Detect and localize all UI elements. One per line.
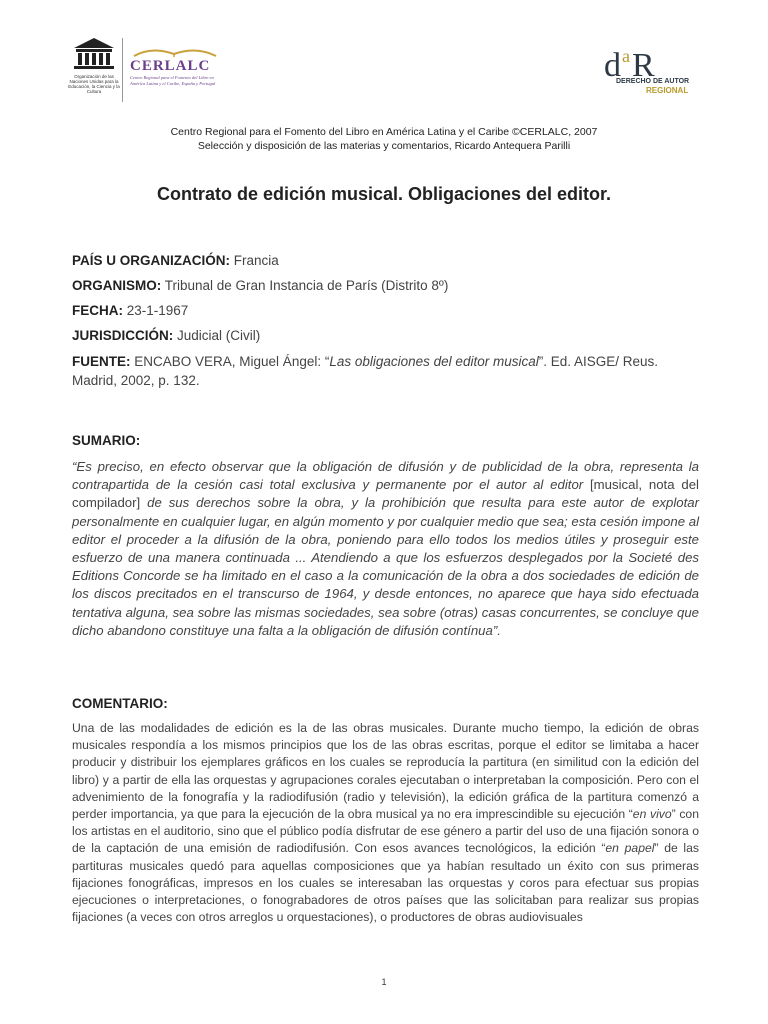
meta-jurisdiccion-value: Judicial (Civil) [177, 328, 261, 343]
meta-fecha-label: FECHA: [72, 303, 123, 318]
meta-pais-value: Francia [233, 253, 279, 268]
dar-caption-line2: REGIONAL [646, 86, 689, 95]
svg-text:R: R [632, 47, 655, 80]
comentario-part2: ” con los artistas en el auditorio, sino que el público podía disfrutar de ese género a partir del uso de una fijación sonora o de la captación de una emisión de radiodifusión. Con esos avances tecnológicos, la edición “ [72, 807, 699, 856]
credits-line2: Selección y disposición de las materias y comentarios, Ricardo Antequera Parilli [197, 140, 571, 152]
meta-fecha-value: 23-1-1967 [126, 303, 189, 318]
meta-fuente-label: FUENTE: [72, 354, 131, 369]
derecho-de-autor-logo [602, 40, 702, 100]
credits [0, 125, 768, 153]
sumario-text [72, 458, 699, 640]
comentario-part3: ” de las partituras musicales quedó para aquellas composiciones que ya habían resultado un éxito con sus primeras fijaciones fonográficas, impresos en los cuales se interesaban las orquestas y coros para efectuar sus propias ejecuciones o interpretaciones, o fonograbadores de otros países que las solicitaban para realizar sus propias fijaciones (a veces con otros arreglos u orquestaciones), o productores de obras audiovisuales [72, 841, 700, 925]
comentario-italic1: en vivo [632, 807, 672, 822]
comentario-italic2: en papel [605, 841, 655, 856]
credits-line1: Centro Regional para el Fomento del Libro en América Latina y el Caribe ©CERLALC, 2007 [170, 126, 598, 138]
meta-pais-label: PAÍS U ORGANIZACIÓN: [72, 253, 230, 268]
sumario-quote-part1: “Es preciso, en efecto observar que la obligación de difusión y de publicidad de la obra, representa la contrapartida de la cesión casi total exclusiva y permanente por el autor al editor [72, 459, 699, 493]
comentario-heading: COMENTARIO: [72, 696, 168, 711]
unesco-temple-icon [66, 36, 122, 72]
meta-fuente-author: ENCABO VERA, Miguel Ángel: “ [134, 354, 330, 369]
cerlalc-name: CERLALC [130, 58, 211, 74]
svg-text:d: d [604, 47, 621, 80]
page-header [66, 36, 706, 108]
meta-fecha [72, 302, 692, 327]
meta-pais [72, 252, 692, 277]
case-metadata [72, 252, 692, 390]
comentario-part1: Una de las modalidades de edición es la de las obras musicales. Durante mucho tiempo, la edición de obras musicales respondía a los mismos principios que los de las obras escritas, porque el editor se limitaba a hacer producir y distribuir los ejemplares gráficos en los cuales se reproducía la partitura (en similitud con la edición del libro) y a partir de ella las orquestas y agrupaciones corales ejecutaban o interpretaban la composición. Pero con el advenimiento de la fonografía y la radiodifusión (radio y televisión), la edición gráfica de la partitura comenzó a perder importancia, ya que para la ejecución de la obra musical ya no era imprescindible su ejecución “ [72, 721, 699, 822]
page-number: 1 [381, 977, 387, 987]
meta-fuente-work: Las obligaciones del editor musical [329, 354, 539, 369]
comentario-text [72, 720, 699, 926]
dar-caption-line1: DERECHO DE AUTOR [616, 78, 690, 85]
sumario-editor-note: [musical, nota del compilador] [72, 477, 699, 511]
meta-organismo-label: ORGANISMO: [72, 278, 162, 293]
cerlalc-logo [130, 44, 220, 94]
cerlalc-subtitle: Centro Regional para el Fomento del Libro en América Latina y el Caribe, España y Portugal [130, 75, 216, 86]
meta-jurisdiccion-label: JURISDICCIÓN: [72, 328, 174, 343]
meta-organismo-value: Tribunal de Gran Instancia de París (Distrito 8º) [164, 278, 449, 293]
sumario-quote-part2: de sus derechos sobre la obra, y la prohibición que resulta para este autor de explotar personalmente en cualquier lugar, en algún momento y por cualquier medio que sea; esta cesión impone al editor el proceder a la difusión de la obra, poniendo para ello todos los medios útiles y proseguir este esfuerzo de una manera continuada ... Atendiendo a que los esfuerzos desplegados por la Societé des Editions Concorde se ha limitado en el caso a la comunicación de la obra a dos sociedades de edición de los discos precitados en el transcurso de 1964, y desde entonces, no aparece que haya sido efectuada tentativa alguna, sea sobre las mismas sociedades, sea sobre (otras) casas concurrentes, se concluye que dicho abandono constituye una falta a la obligación de difusión contínua”. [72, 495, 699, 638]
svg-text:a: a [622, 46, 630, 66]
meta-fuente-rest: ”. Ed. AISGE/ Reus. Madrid, 2002, p. 132. [72, 354, 659, 388]
document-title: Contrato de edición musical. Obligaciones del editor. [156, 184, 612, 204]
meta-jurisdiccion [72, 327, 692, 352]
dar-monogram-icon [602, 40, 702, 80]
unesco-logo [66, 36, 122, 100]
meta-fuente [72, 352, 692, 390]
unesco-caption: Organización de las Naciones Unidas para la Educación, la Ciencia y la Cultura [68, 74, 120, 94]
open-book-icon [130, 44, 220, 58]
logo-divider [122, 38, 123, 102]
meta-organismo [72, 277, 692, 302]
sumario-heading: SUMARIO: [72, 433, 141, 448]
